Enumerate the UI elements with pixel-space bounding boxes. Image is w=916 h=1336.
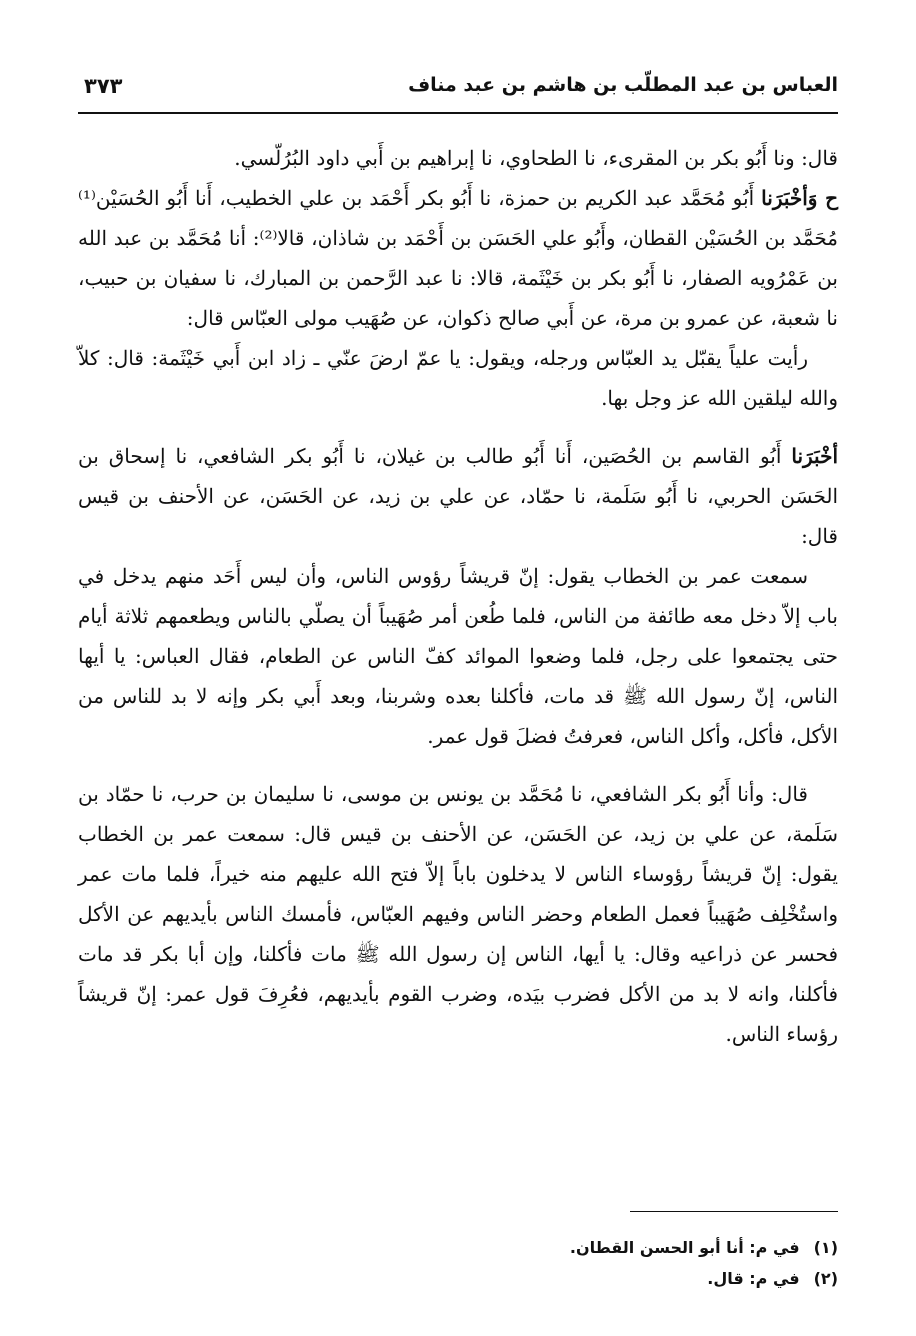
paragraph: [78, 436, 838, 556]
paragraph: [78, 178, 838, 338]
footnote-text: في م: قال.: [707, 1269, 800, 1288]
footnote-number: (٢): [813, 1269, 838, 1288]
paragraph: [78, 556, 838, 756]
footnote: [78, 1263, 838, 1294]
paragraph-text: سمعت عمر بن الخطاب يقول: إنّ قريشاً رؤوس الناس، وأن ليس أَحَد منهم يدخل في باب إلاّ دخل معه طائفة من الناس، فلما طُعن أمر صُهَيباً أن يصلّي بالناس ويطعمهم ثلاثة أيام حتى يجتمعوا على رجل، فلما وضعوا الموائد كفّ الناس عن الطعام، فقال العباس: يا أيها الناس، إنّ رسول الله ﷺ قد مات، فأكلنا بعده وشربنا، وبعد أَبي بكر وإنه لا بد للناس من الأكل، فأكل، وأكل الناس، فعرفتُ فضلَ قول عمر.: [78, 564, 838, 748]
isnad-keyword: أخْبَرَنا: [791, 444, 838, 468]
header-rule: [78, 112, 838, 114]
footnote-text: في م: أنا أبو الحسن القطان.: [569, 1238, 800, 1257]
running-title: العباس بن عبد المطلّب بن هاشم بن عبد مناف: [408, 74, 838, 96]
paragraph-text: أَبُو القاسم بن الحُصَين، أَنا أَبُو طالب بن غيلان، نا أَبُو بكر الشافعي، نا إسحاق بن الحَسَن الحربي، نا أَبُو سَلَمة، نا حمّاد، عن علي بن زيد، عن الحَسَن، عن الأحنف بن قيس قال:: [78, 444, 838, 548]
paragraph-text: قال: ونا أَبُو بكر بن المقرىء، نا الطحاوي، نا إبراهيم بن أَبي داود البُرُلّسي.: [234, 146, 838, 170]
page-number: ٣٧٣: [84, 74, 123, 98]
footnote-separator: [630, 1211, 838, 1212]
paragraph-text: قال: وأنا أَبُو بكر الشافعي، نا مُحَمَّد بن يونس بن موسى، نا سليمان بن حرب، نا حمّاد بن سَلَمة، عن علي بن زيد، عن الحَسَن، عن الأحنف بن قيس قال: سمعت عمر بن الخطاب يقول: إنّ قريشاً رؤوساء الناس لا يدخلون باباً إلاّ فتح الله عليهم منه خيراً، فلما مات عمر واستُخْلِف صُهَيباً فعمل الطعام وحضر الناس وفيهم العبّاس، فأمسك الناس بأيديهم عن الأكل فحسر عن ذراعيه وقال: يا أيها، الناس إن رسول الله ﷺ مات فأكلنا، وإن أبا بكر قد مات فأكلنا، وانه لا بد من الأكل فضرب بيَده، وضرب القوم بأيديهم، فعُرِفَ قول عمر: إنّ قريشاً رؤساء الناس.: [78, 782, 838, 1046]
paragraph: [78, 138, 838, 178]
footnote-number: (١): [813, 1238, 838, 1257]
paragraph: [78, 774, 838, 1054]
main-text: [78, 138, 838, 1054]
isnad-keyword: ح وَأخْبَرَنا: [761, 186, 838, 210]
paragraph-text: أَبُو مُحَمَّد عبد الكريم بن حمزة، نا أَبُو بكر أَحْمَد بن علي الخطيب، أَنا أَبُو الحُسَيْن⁽¹⁾ مُحَمَّد بن الحُسَيْن القطان، وأَبُو علي الحَسَن بن أَحْمَد بن شاذان، قالا⁽²⁾: أنا مُحَمَّد بن عبد الله بن عَمْرُويه الصفار، نا أَبُو بكر بن خَيْثَمة، قالا: نا عبد الرَّحمن بن المبارك، نا سفيان بن حبيب، نا شعبة، عن عمرو بن مرة، عن أَبي صالح ذكوان، عن صُهَيب مولى العبّاس قال:: [78, 186, 839, 330]
footnotes: [78, 1232, 838, 1294]
paragraph-text: رأيت علياً يقبّل يد العبّاس ورجله، ويقول: يا عمّ ارضَ عنّي ـ زاد ابن أَبي خَيْثَمة: قال: كلاّ والله ليلقين الله عز وجل بها.: [78, 346, 838, 410]
footnote: [78, 1232, 838, 1263]
paragraph: [78, 338, 838, 418]
running-header: [78, 62, 838, 114]
